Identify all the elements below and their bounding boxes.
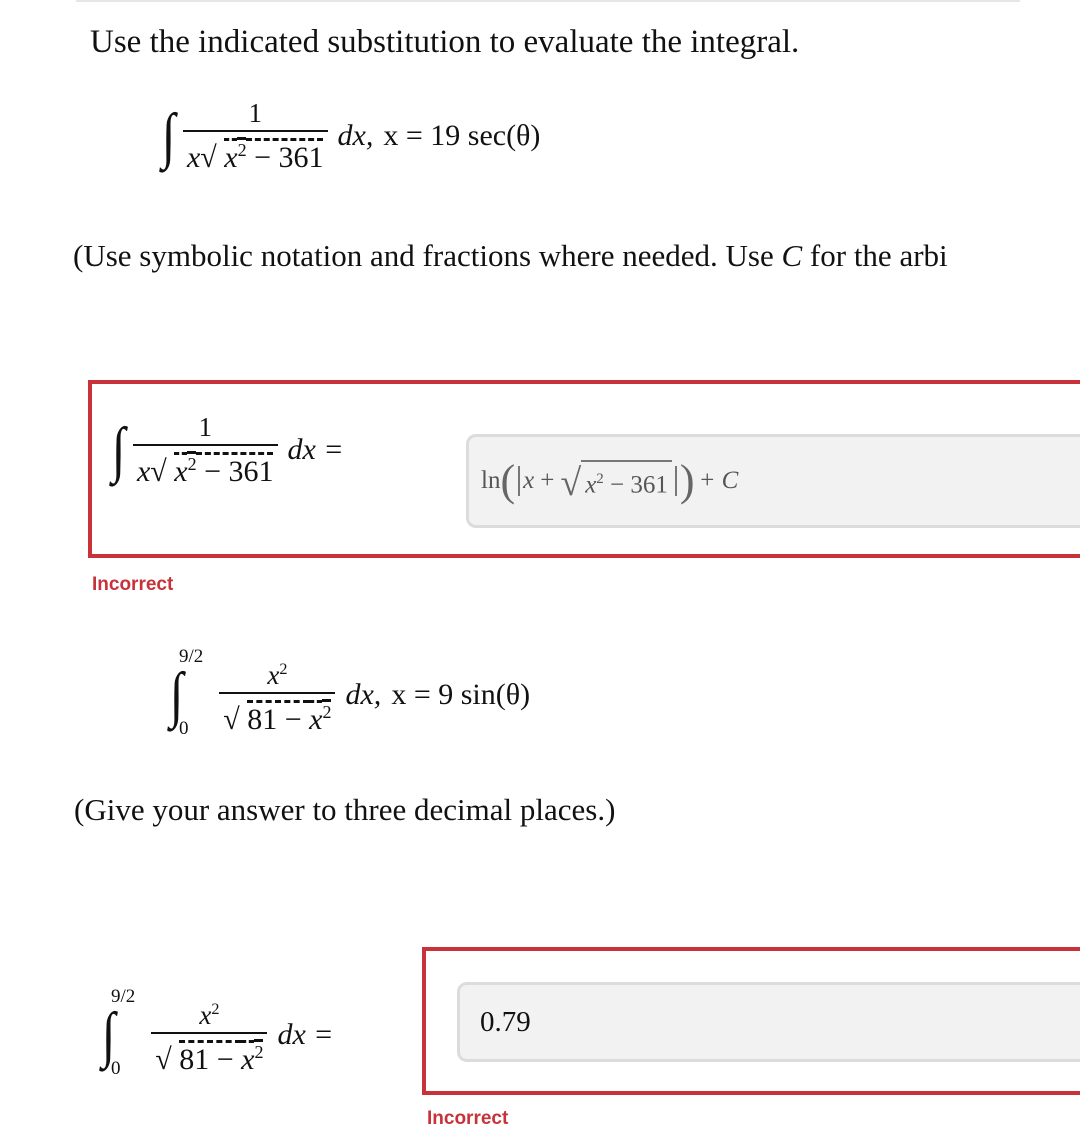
radicand-base: x [174, 455, 188, 488]
symbolic-note [73, 238, 948, 274]
radicand-main: 81 − [179, 1043, 242, 1076]
fraction [151, 992, 267, 1078]
answer-input-2[interactable] [457, 982, 1080, 1062]
num-exp: 2 [211, 1000, 220, 1018]
radical-icon: √ [223, 703, 240, 736]
differential: dx, [345, 678, 382, 711]
fraction [183, 96, 328, 176]
integral-sign: ∫ [161, 102, 176, 170]
x-var: x [523, 467, 535, 494]
problem2-integral [168, 646, 531, 740]
answer-equals: dx = [287, 433, 344, 466]
radicand-exp: 2 [237, 140, 247, 160]
sq-exp: 2 [596, 470, 604, 487]
denominator-prefix: x√ [186, 141, 217, 174]
radicand-base: x [309, 703, 323, 736]
numerator: 1 [248, 98, 262, 128]
answer2-integral [100, 986, 334, 1080]
decimal-note: (Give your answer to three decimal places.) [74, 792, 616, 827]
integral-sign: ∫ [101, 1001, 116, 1069]
plus-c: + C [698, 467, 739, 494]
radicand-exp: 2 [254, 1042, 264, 1062]
fraction [219, 652, 335, 738]
problem1-integral [160, 96, 540, 176]
lower-limit: 0 [178, 718, 189, 739]
radicand-base: x [241, 1043, 255, 1076]
numerator: 1 [198, 412, 212, 442]
sq-base: x [585, 471, 597, 499]
radical-icon: √ [155, 1043, 172, 1076]
radicand-exp: 2 [187, 454, 197, 474]
denominator [183, 132, 328, 176]
sqrt-radicand [581, 460, 672, 502]
open-paren: ( [500, 456, 516, 505]
numerator [195, 992, 223, 1032]
fraction [133, 410, 278, 490]
abs-bar-left [518, 466, 520, 496]
lower-limit: 0 [110, 1058, 121, 1079]
radicand-rest: − 361 [246, 141, 324, 174]
answer-input-1[interactable] [466, 434, 1080, 528]
denominator [219, 694, 335, 738]
note-text: (Use symbolic notation and fractions where needed. Use [73, 238, 782, 273]
substitution: x = 9 sin(θ) [391, 678, 531, 711]
close-paren: ) [679, 456, 695, 505]
num-base: x [267, 660, 280, 690]
radicand [174, 455, 273, 488]
denominator [133, 446, 278, 490]
ln-text: ln [481, 467, 501, 494]
radical-icon: √ [560, 462, 582, 505]
integral-sign: ∫ [169, 661, 184, 729]
integral-sign: ∫ [111, 416, 126, 484]
num-base: x [199, 1000, 212, 1030]
radicand-base: x [224, 141, 238, 174]
substitution: x = 19 sec(θ) [383, 119, 541, 152]
denominator [151, 1034, 267, 1078]
question-prompt: Use the indicated substitution to evaluate the integral. [90, 24, 800, 60]
constant-c: C [781, 238, 803, 273]
answer-value: 0.79 [480, 1005, 531, 1038]
sqrt [560, 460, 672, 505]
upper-limit: 9/2 [110, 986, 136, 1007]
differential: dx, [337, 119, 374, 152]
plus: + [540, 467, 555, 494]
radicand [224, 141, 323, 174]
sq-rest: − 361 [603, 471, 668, 499]
note-text-end: for the arbi [802, 238, 948, 273]
radicand [247, 703, 331, 736]
upper-limit: 9/2 [178, 646, 204, 667]
radicand-main: 81 − [247, 703, 310, 736]
radicand-rest: − 361 [196, 455, 274, 488]
abs-bar-right [675, 466, 677, 496]
status-incorrect-1: Incorrect [92, 574, 174, 595]
answer1-integral [110, 410, 344, 490]
num-exp: 2 [279, 660, 288, 678]
radicand-exp: 2 [322, 702, 332, 722]
top-divider [76, 0, 1020, 2]
numerator [263, 652, 291, 692]
answer-equals: dx = [277, 1018, 334, 1051]
status-incorrect-2: Incorrect [427, 1108, 509, 1129]
denominator-prefix: x√ [136, 455, 167, 488]
radicand [179, 1043, 263, 1076]
